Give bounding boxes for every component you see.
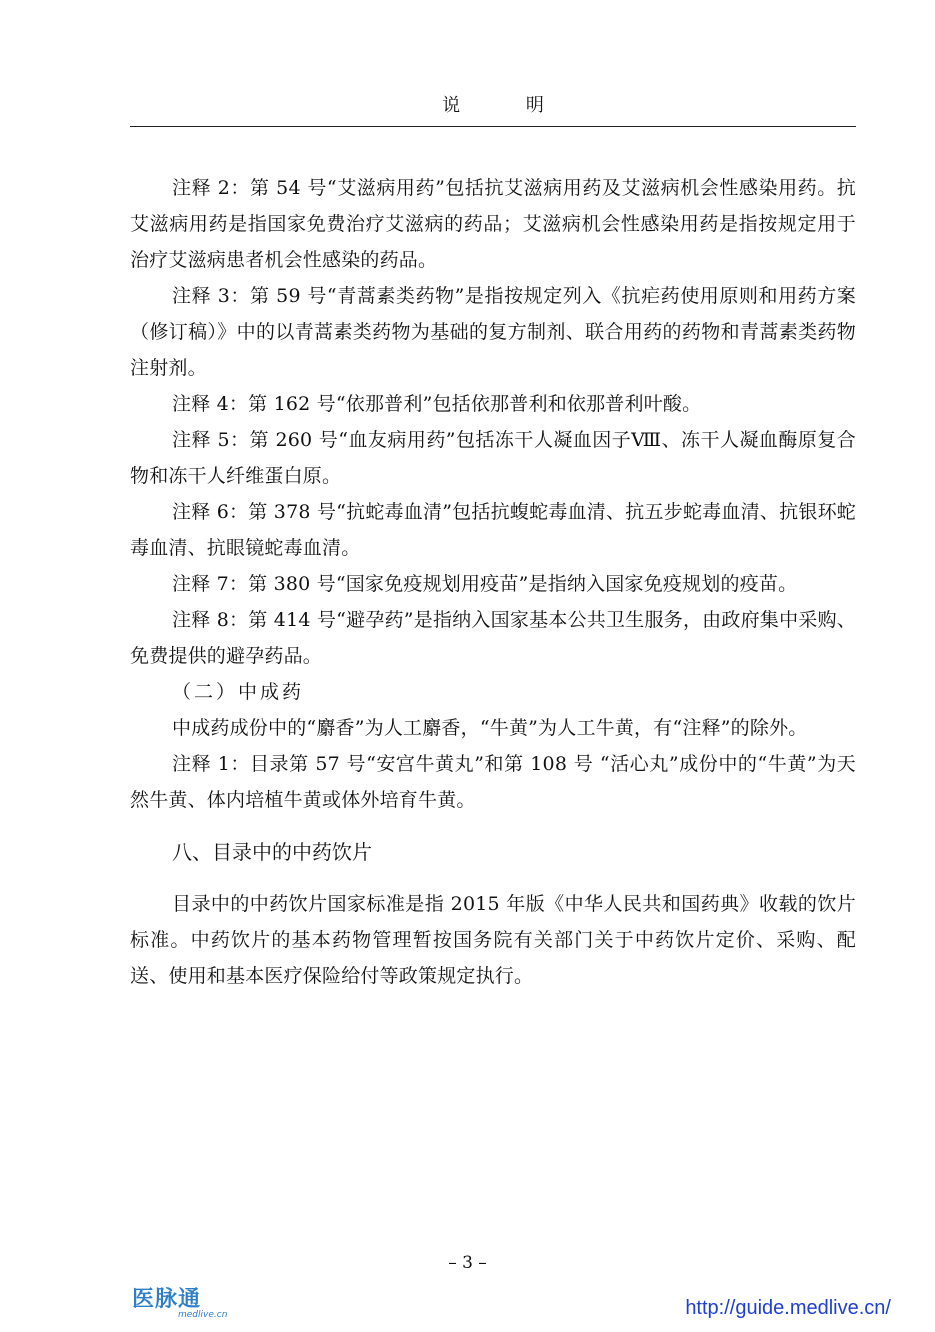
document-body bbox=[130, 170, 856, 994]
note-paragraph: 注释 5：第 260 号“血友病用药”包括冻干人凝血因子Ⅷ、冻干人凝血酶原复合物和冻干人纤维蛋白原。 bbox=[130, 429, 856, 487]
subsection-title: （二）中成药 bbox=[172, 681, 305, 703]
subsection-paragraph: 中成药成份中的“麝香”为人工麝香，“牛黄”为人工牛黄，有“注释”的除外。 bbox=[172, 717, 808, 739]
note-paragraph: 注释 2：第 54 号“艾滋病用药”包括抗艾滋病用药及艾滋病机会性感染用药。抗艾滋病用药是指国家免费治疗艾滋病的药品；艾滋病机会性感染用药是指按规定用于治疗艾滋病患者机会性感染的药品。 bbox=[130, 177, 856, 271]
note-paragraph: 注释 8：第 414 号“避孕药”是指纳入国家基本公共卫生服务，由政府集中采购、免费提供的避孕药品。 bbox=[130, 609, 856, 667]
section-paragraph: 目录中的中药饮片国家标准是指 2015 年版《中华人民共和国药典》收载的饮片标准。中药饮片的基本药物管理暂按国务院有关部门关于中药饮片定价、采购、配送、使用和基本医疗保险给付等政策规定执行。 bbox=[130, 893, 856, 987]
medlive-logo bbox=[132, 1282, 242, 1322]
logo-text: 医脉通 bbox=[132, 1287, 202, 1312]
page-header bbox=[130, 92, 856, 127]
note-paragraph: 注释 6：第 378 号“抗蛇毒血清”包括抗蝮蛇毒血清、抗五步蛇毒血清、抗银环蛇毒血清、抗眼镜蛇毒血清。 bbox=[130, 501, 856, 559]
logo-subtext: medlive.cn bbox=[178, 1310, 228, 1320]
subsection-paragraph: 注释 1：目录第 57 号“安宫牛黄丸”和第 108 号 “活心丸”成份中的“牛黄”为天然牛黄、体内培植牛黄或体外培育牛黄。 bbox=[130, 753, 856, 811]
note-paragraph: 注释 7：第 380 号“国家免疫规划用疫苗”是指纳入国家免疫规划的疫苗。 bbox=[172, 573, 798, 595]
note-paragraph: 注释 3：第 59 号“青蒿素类药物”是指按规定列入《抗疟药使用原则和用药方案（修订稿）》中的以青蒿素类药物为基础的复方制剂、联合用药的药物和青蒿素类药物注射剂。 bbox=[130, 285, 856, 379]
note-paragraph: 注释 4：第 162 号“依那普利”包括依那普利和依那普利叶酸。 bbox=[172, 393, 702, 415]
section-title: 八、目录中的中药饮片 bbox=[172, 840, 372, 864]
page-number: – 3 – bbox=[448, 1253, 487, 1273]
header-title: 说 明 bbox=[442, 95, 574, 116]
footer-url-link[interactable]: http://guide.medlive.cn/ bbox=[685, 1297, 891, 1319]
